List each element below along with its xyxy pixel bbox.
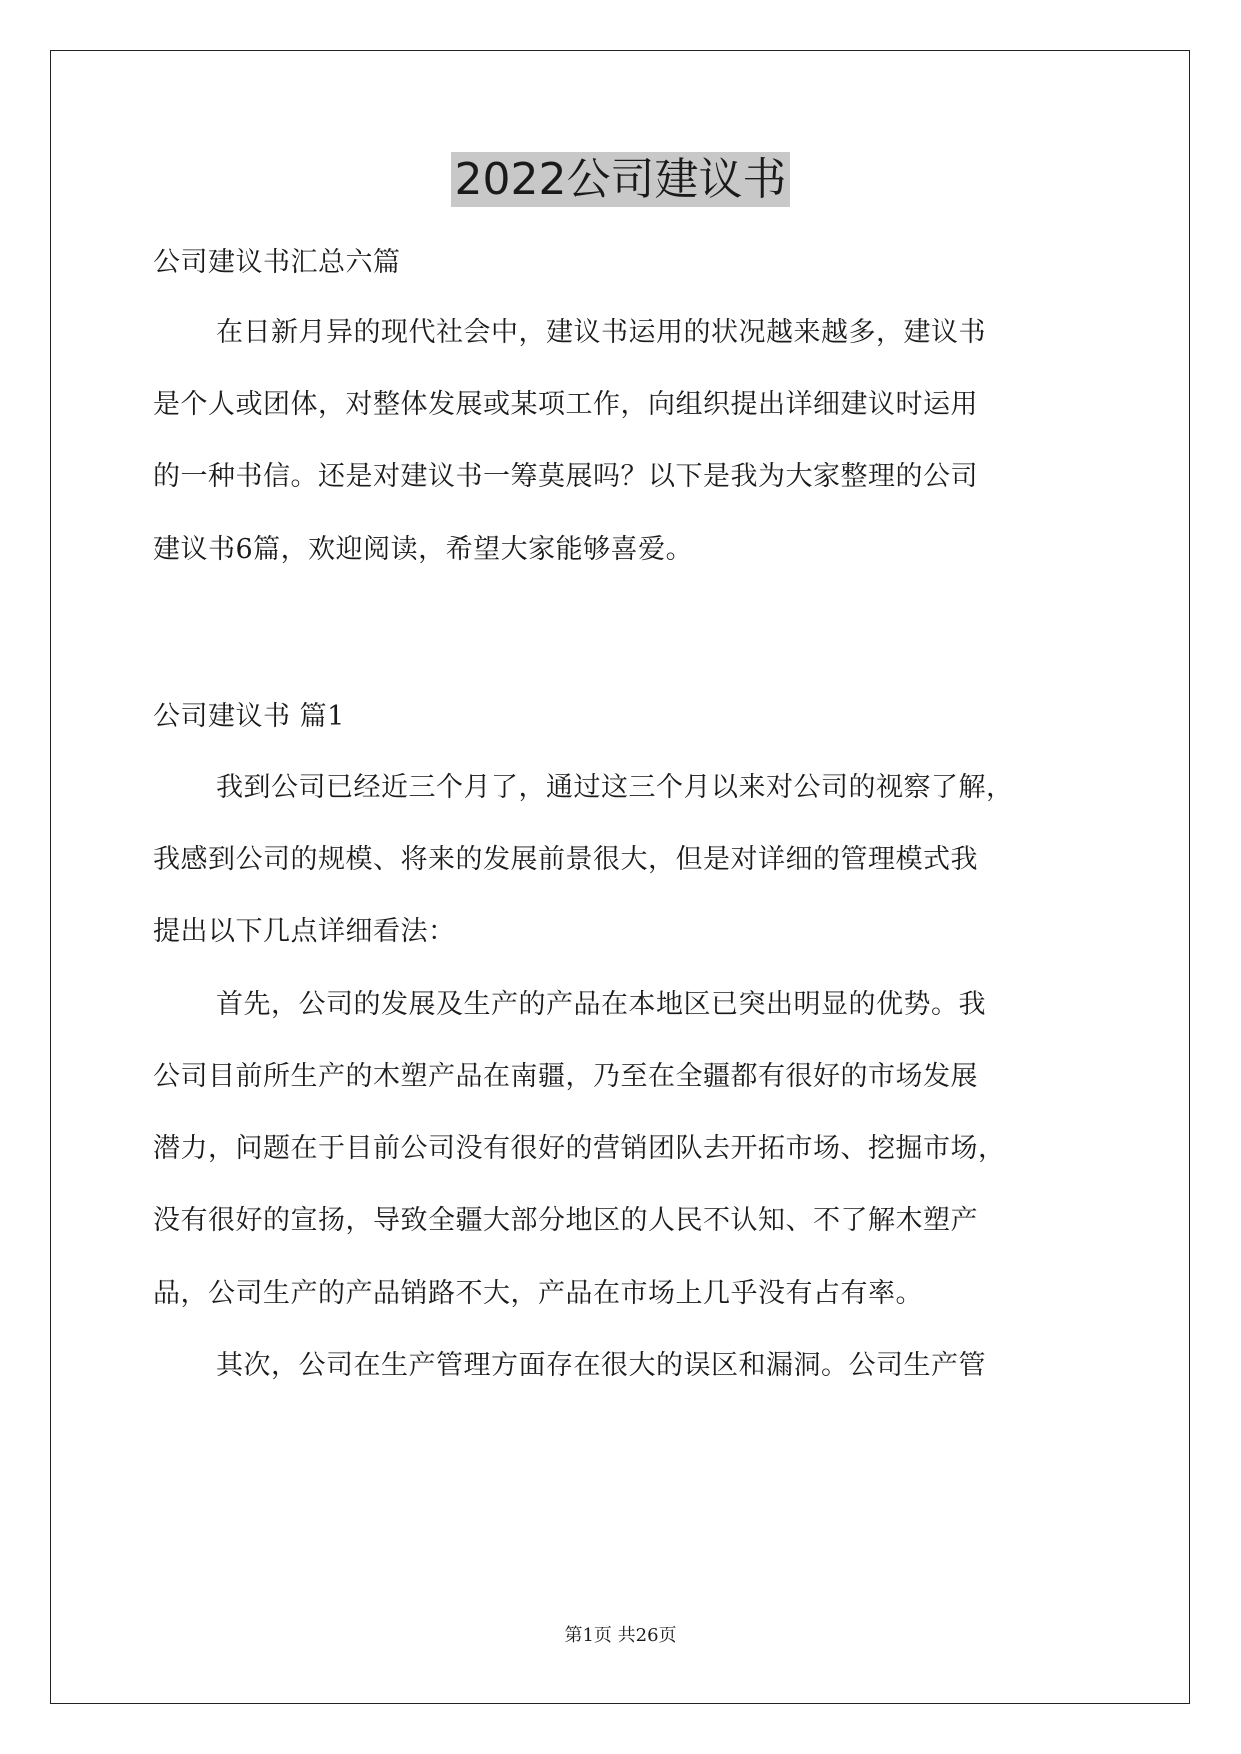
section-heading: 公司建议书 篇1: [153, 701, 345, 732]
document-title: [0, 150, 1241, 210]
intro-line: 是个人或团体，对整体发展或某项工作，向组织提出详细建议时运用: [153, 389, 978, 420]
paragraph-line: 首先，公司的发展及生产的产品在本地区已突出明显的优势。我: [216, 989, 986, 1020]
paragraph-line: 我到公司已经近三个月了，通过这三个月以来对公司的视察了解，: [216, 772, 1014, 803]
intro-line: 建议书6篇，欢迎阅读，希望大家能够喜爱。: [153, 534, 694, 565]
subtitle: 公司建议书汇总六篇: [153, 247, 401, 278]
paragraph-line: 其次，公司在生产管理方面存在很大的误区和漏洞。公司生产管: [216, 1350, 986, 1381]
paragraph-line: 我感到公司的规模、将来的发展前景很大，但是对详细的管理模式我: [153, 844, 978, 875]
intro-line: 在日新月异的现代社会中，建议书运用的状况越来越多，建议书: [216, 317, 986, 348]
paragraph-line: 没有很好的宣扬，导致全疆大部分地区的人民不认知、不了解木塑产: [153, 1205, 978, 1236]
intro-line: 的一种书信。还是对建议书一筹莫展吗？以下是我为大家整理的公司: [153, 461, 978, 492]
paragraph-line: 品，公司生产的产品销路不大，产品在市场上几乎没有占有率。: [153, 1278, 923, 1309]
paragraph-line: 提出以下几点详细看法：: [153, 916, 456, 947]
paragraph-line: 公司目前所生产的木塑产品在南疆，乃至在全疆都有很好的市场发展: [153, 1061, 978, 1092]
paragraph-line: 潜力，问题在于目前公司没有很好的营销团队去开拓市场、挖掘市场，: [153, 1133, 1006, 1164]
title-text: 2022公司建议书: [451, 152, 791, 207]
page-footer: 第1页 共26页: [564, 1625, 677, 1646]
